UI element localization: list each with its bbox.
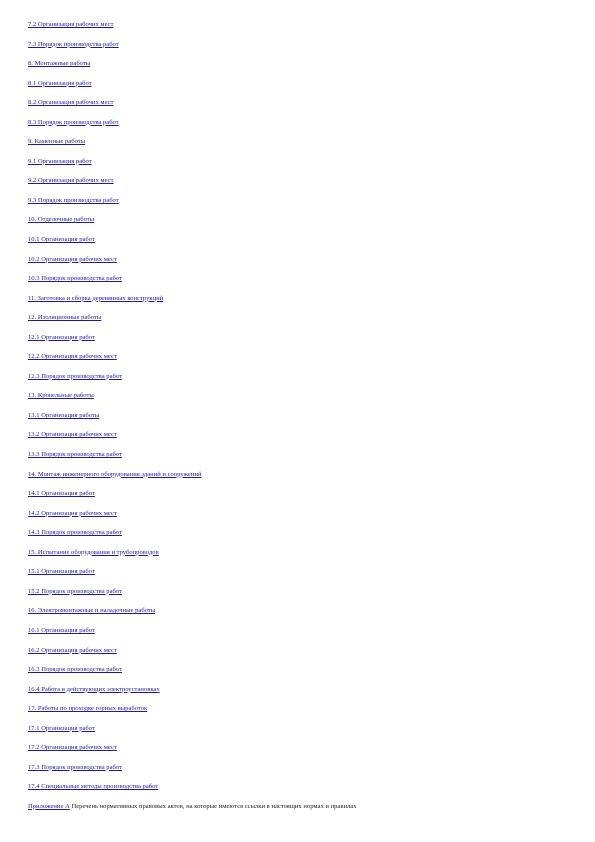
- toc-link[interactable]: 14.1 Организация работ: [28, 490, 95, 498]
- toc-link[interactable]: 13.1 Организация работы: [28, 411, 100, 419]
- toc-entry-9-1: [28, 152, 568, 172]
- toc-link[interactable]: 16.3 Порядок производства работ: [28, 666, 122, 674]
- toc-link[interactable]: 9.1 Организация работ: [28, 157, 92, 165]
- appendix-title: Перечень нормативных правовых актов, на которые имеются ссылки в настоящих нормах и правилах: [69, 802, 357, 810]
- toc-entry-17-1: [28, 719, 568, 739]
- toc-link[interactable]: 7.3 Порядок производства работ: [28, 40, 119, 48]
- toc-entry-12: [28, 308, 568, 328]
- toc-link[interactable]: 14. Монтаж инженерного оборудования зданий и сооружений: [28, 470, 202, 478]
- toc-entry-7-3: [28, 35, 568, 55]
- toc-link[interactable]: 8. Монтажные работы: [28, 60, 91, 68]
- toc-link[interactable]: 15. Испытание оборудования и трубопроводов: [28, 548, 159, 556]
- table-of-contents: [28, 15, 568, 816]
- toc-link[interactable]: 13.3 Порядок производства работ: [28, 451, 122, 459]
- toc-entry-9-2: [28, 171, 568, 191]
- toc-link[interactable]: 10.2 Организация рабочих мест: [28, 255, 117, 263]
- toc-entry-8-1: [28, 74, 568, 94]
- toc-entry-16-1: [28, 621, 568, 641]
- toc-link[interactable]: 9.3 Порядок производства работ: [28, 196, 119, 204]
- toc-link[interactable]: 8.1 Организация работ: [28, 79, 92, 87]
- toc-link[interactable]: 12.2 Организация рабочих мест: [28, 353, 117, 361]
- toc-link[interactable]: 12.1 Организация работ: [28, 333, 95, 341]
- toc-link[interactable]: 7.2 Организация рабочих мест: [28, 21, 114, 28]
- toc-link[interactable]: 8.2 Организация рабочих мест: [28, 99, 114, 107]
- toc-entry-8: [28, 54, 568, 74]
- toc-link[interactable]: 15.1 Организация работ: [28, 568, 95, 576]
- toc-entry-17: [28, 699, 568, 719]
- toc-link[interactable]: 16.4 Работа в действующих электроустановках: [28, 685, 160, 693]
- toc-entry-appendix-a: [28, 797, 568, 817]
- toc-entry-8-3: [28, 113, 568, 133]
- toc-entry-13-1: [28, 406, 568, 426]
- toc-link[interactable]: 16. Электромонтажные и наладочные работы: [28, 607, 156, 615]
- toc-link[interactable]: 17.3 Порядок производства работ: [28, 763, 122, 771]
- toc-link[interactable]: 8.3 Порядок производства работ: [28, 118, 119, 126]
- toc-entry-17-3: [28, 758, 568, 778]
- toc-entry-17-4: [28, 777, 568, 797]
- toc-link[interactable]: 16.2 Организация рабочих мест: [28, 646, 117, 654]
- toc-entry-7-2: [28, 15, 568, 35]
- toc-entry-13-2: [28, 425, 568, 445]
- toc-entry-14-2: [28, 504, 568, 524]
- toc-link[interactable]: 10.3 Порядок производства работ: [28, 275, 122, 283]
- toc-link[interactable]: 14.3 Порядок производства работ: [28, 529, 122, 537]
- toc-link[interactable]: 16.1 Организация работ: [28, 626, 95, 634]
- toc-entry-10-3: [28, 269, 568, 289]
- toc-link[interactable]: 17.4 Специальные методы производства работ: [28, 783, 159, 791]
- toc-entry-16-3: [28, 660, 568, 680]
- toc-entry-15-1: [28, 562, 568, 582]
- toc-entry-16-4: [28, 680, 568, 700]
- toc-link[interactable]: 13.2 Организация рабочих мест: [28, 431, 117, 439]
- toc-link[interactable]: 12. Изоляционные работы: [28, 314, 102, 322]
- toc-entry-10: [28, 210, 568, 230]
- toc-entry-12-2: [28, 347, 568, 367]
- toc-link[interactable]: 10. Отделочные работы: [28, 216, 95, 224]
- toc-entry-12-1: [28, 328, 568, 348]
- toc-link[interactable]: 13. Кровельные работы: [28, 392, 94, 400]
- toc-entry-15-2: [28, 582, 568, 602]
- toc-link[interactable]: 17. Работы по проходке горных выработок: [28, 705, 148, 713]
- toc-entry-14-1: [28, 484, 568, 504]
- toc-entry-16-2: [28, 641, 568, 661]
- toc-entry-12-3: [28, 367, 568, 387]
- toc-entry-9-3: [28, 191, 568, 211]
- toc-entry-14: [28, 465, 568, 485]
- toc-link[interactable]: 15.2 Порядок производства работ: [28, 587, 122, 595]
- toc-entry-10-1: [28, 230, 568, 250]
- toc-entry-10-2: [28, 250, 568, 270]
- toc-link[interactable]: 17.2 Организация рабочих мест: [28, 744, 117, 752]
- toc-link[interactable]: 17.1 Организация работ: [28, 724, 95, 732]
- toc-entry-14-3: [28, 523, 568, 543]
- toc-link[interactable]: 14.2 Организация рабочих мест: [28, 509, 117, 517]
- toc-link[interactable]: 9.2 Организация рабочих мест: [28, 177, 114, 185]
- toc-entry-13-3: [28, 445, 568, 465]
- toc-entry-13: [28, 386, 568, 406]
- toc-entry-15: [28, 543, 568, 563]
- toc-entry-8-2: [28, 93, 568, 113]
- toc-link[interactable]: 10.1 Организация работ: [28, 236, 95, 244]
- toc-entry-16: [28, 601, 568, 621]
- appendix-link[interactable]: Приложение А: [28, 802, 70, 810]
- toc-entry-9: [28, 132, 568, 152]
- toc-link[interactable]: 9. Каменные работы: [28, 138, 86, 146]
- toc-link[interactable]: 11. Заготовка и сборка деревянных конструкций: [28, 294, 164, 302]
- toc-entry-17-2: [28, 738, 568, 758]
- toc-link[interactable]: 12.3 Порядок производства работ: [28, 372, 122, 380]
- toc-entry-11: [28, 289, 568, 309]
